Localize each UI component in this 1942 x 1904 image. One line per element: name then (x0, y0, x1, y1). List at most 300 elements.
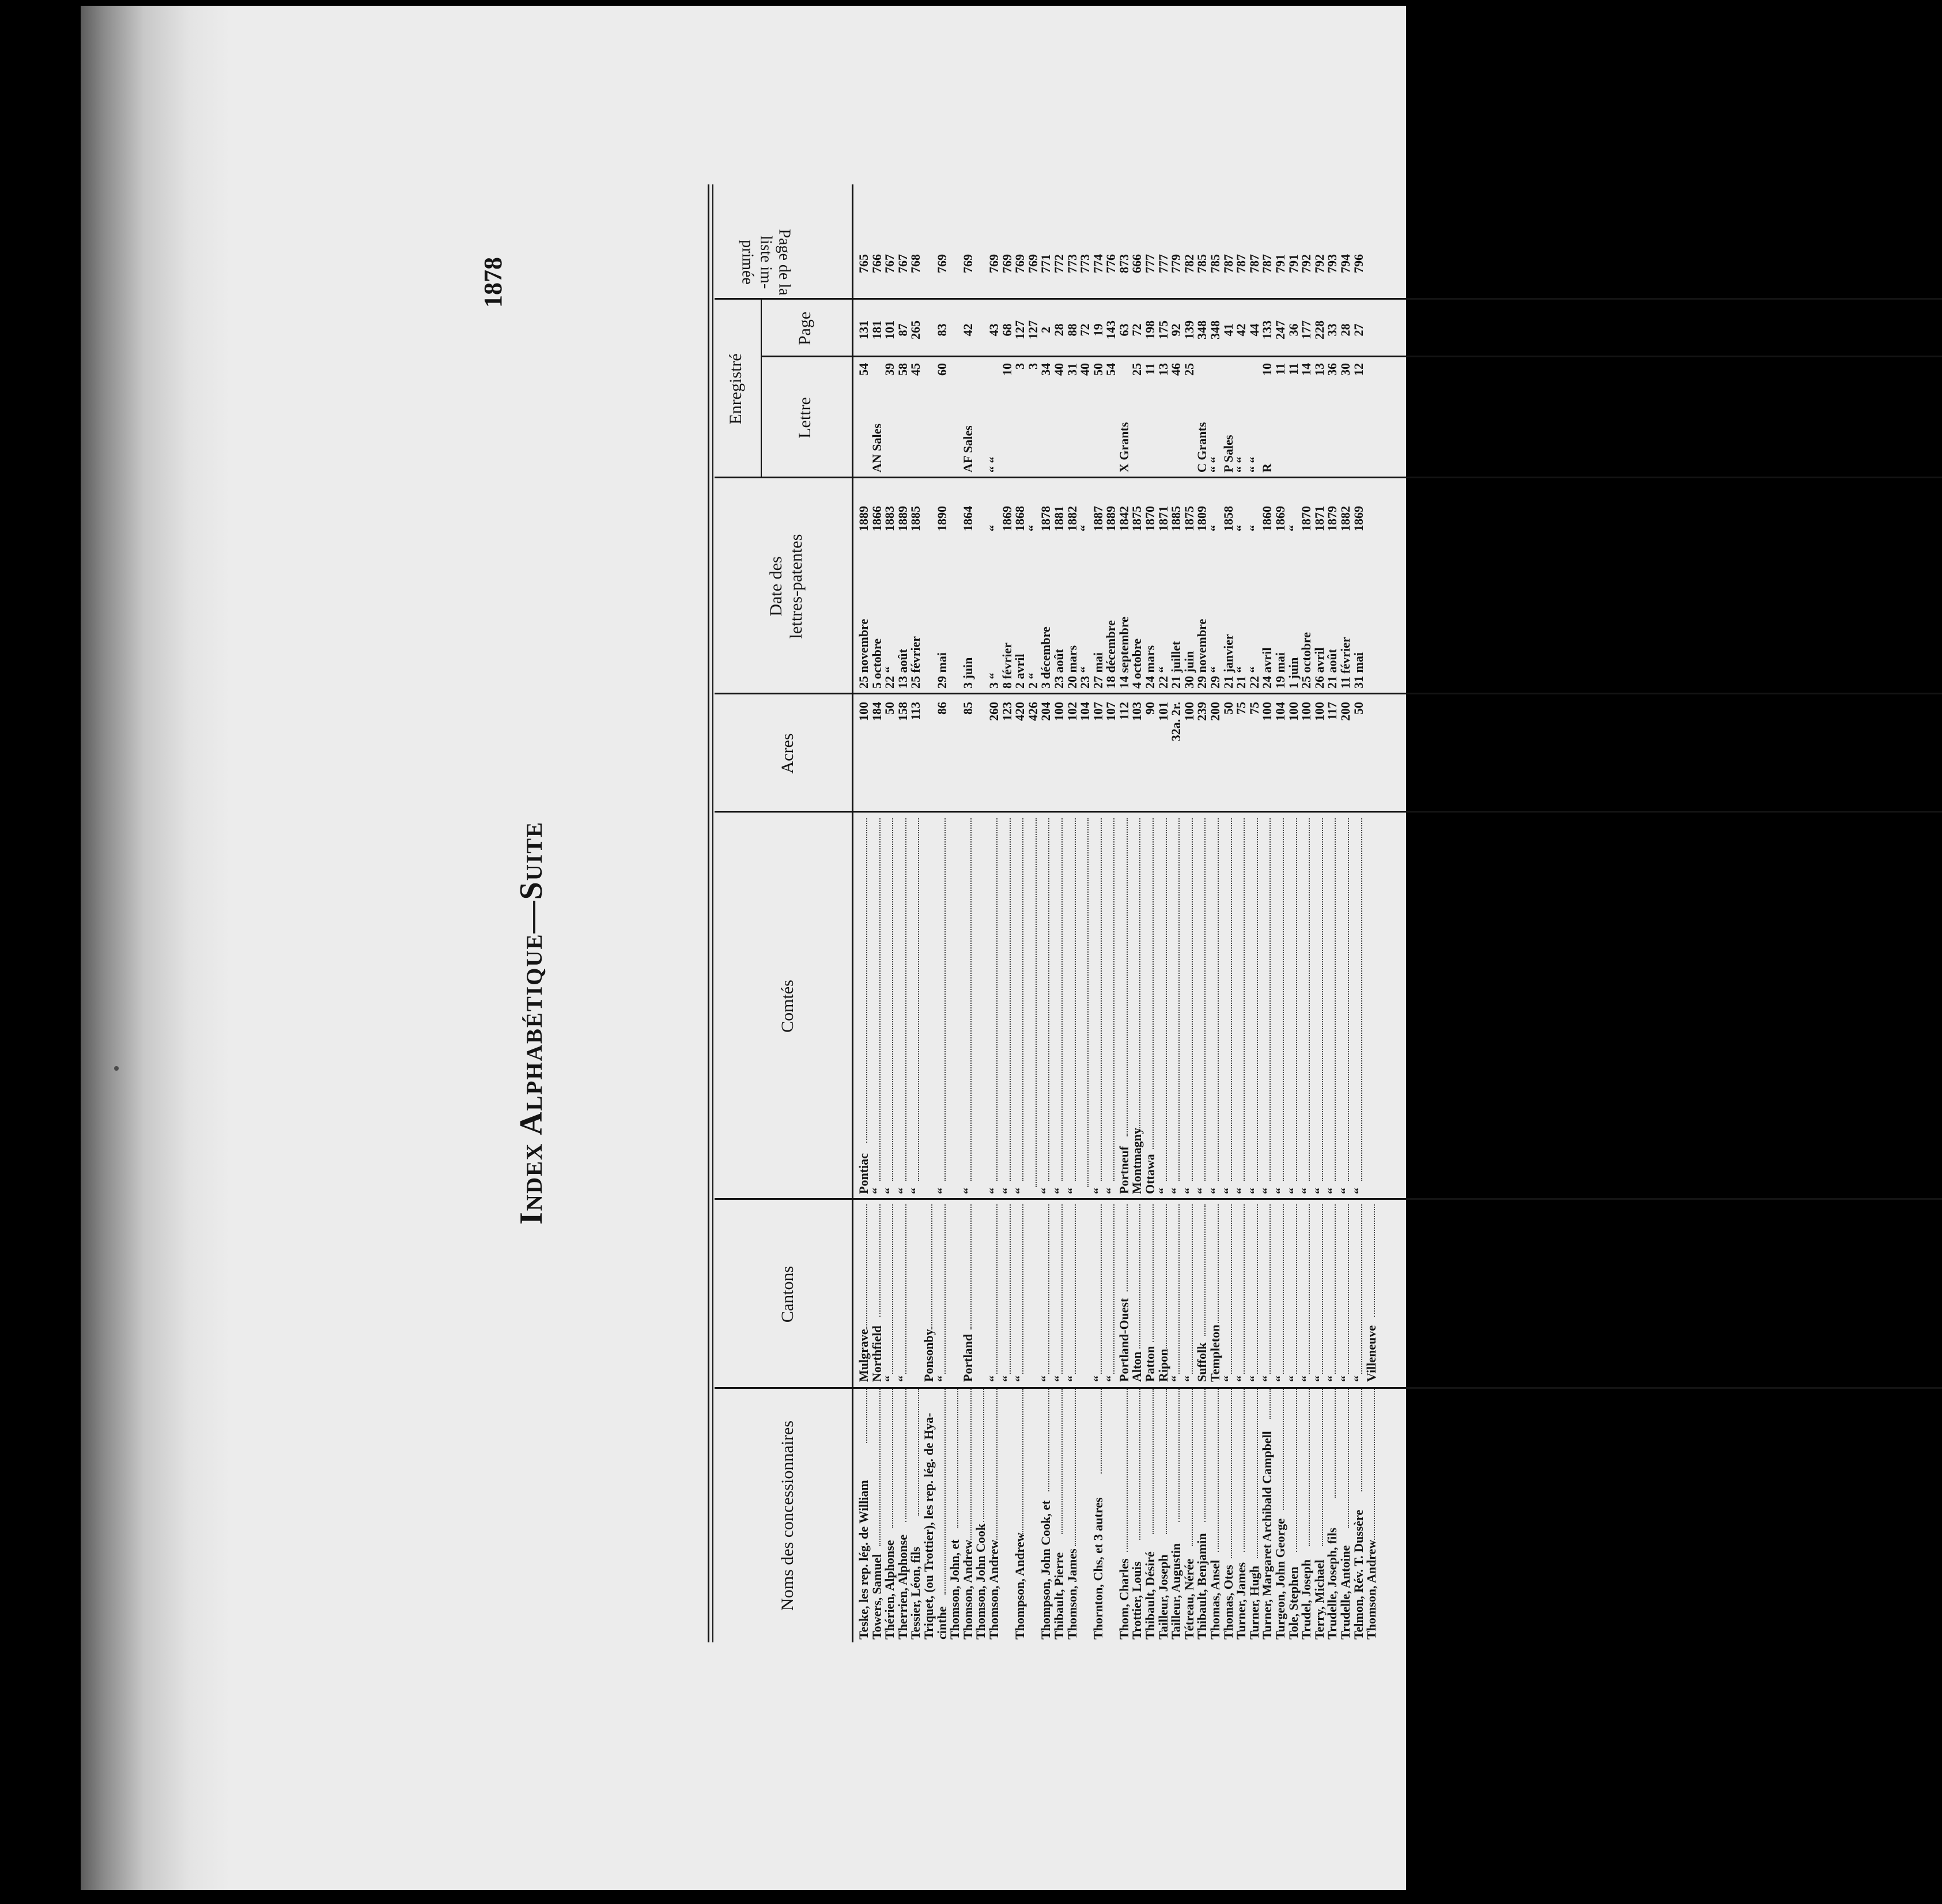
acres-cell: 75 (1246, 702, 1261, 715)
date-cell: 25 novembre (856, 618, 871, 689)
year-cell: 1875 (1129, 506, 1144, 531)
year-cell: 1889 (856, 506, 871, 531)
comte-cell: “ (960, 1188, 975, 1194)
acres-cell: 100 (1181, 702, 1196, 721)
canton-cell: “ (1299, 1376, 1314, 1382)
year-cell: 1875 (1181, 506, 1196, 531)
concessionnaire-name: Teske, les rep. lég. de William (856, 1480, 871, 1639)
date-cell: 21 janvier (1221, 634, 1236, 689)
comte-cell: “ (1325, 1188, 1340, 1194)
registry-page-cell: 177 (1299, 320, 1314, 339)
table-row (988, 190, 1001, 1642)
table-row (1339, 190, 1352, 1642)
registry-number-cell: 12 (1351, 363, 1366, 376)
registry-number-cell: 31 (1064, 363, 1079, 376)
table-row (1105, 190, 1118, 1642)
acres-cell: 50 (1351, 702, 1366, 715)
table-row (1014, 190, 1027, 1642)
acres-cell: 100 (856, 702, 871, 721)
canton-cell: Alton (1129, 1351, 1144, 1382)
registry-page-cell: 127 (1012, 320, 1027, 339)
canton-cell: “ (1012, 1376, 1027, 1382)
concessionnaire-name: Thompson, Andrew (1012, 1532, 1027, 1639)
lettre-cell: C Grants (1195, 422, 1210, 473)
comte-cell: “ (1351, 1188, 1366, 1194)
table-row (1131, 190, 1144, 1642)
canton-cell: “ (1169, 1376, 1184, 1382)
date-cell: 25 février (908, 636, 923, 689)
concessionnaire-name: Thom, Charles (1116, 1558, 1131, 1639)
acres-cell: 100 (1260, 702, 1275, 721)
concessionnaire-name: Triquet, (ou Trottier), les rep. lég. de Hya- (921, 1412, 936, 1639)
scanned-page (81, 6, 1406, 1890)
list-page-cell: 787 (1246, 254, 1261, 273)
registry-page-cell: 87 (895, 323, 910, 337)
acres-cell: 85 (960, 702, 975, 715)
date-cell: 22 “ (1246, 666, 1261, 689)
registry-page-cell: 247 (1273, 320, 1287, 339)
top-double-rule (708, 184, 709, 1642)
table-row (1170, 190, 1183, 1642)
list-page-cell: 768 (908, 254, 923, 273)
year-cell: “ (1025, 525, 1040, 531)
canton-cell: Ponsonby (921, 1329, 936, 1382)
date-cell: 23 “ (1078, 666, 1093, 689)
date-cell: 21 juillet (1169, 641, 1184, 689)
year-cell: 1879 (1325, 506, 1340, 531)
list-page-cell: 791 (1286, 254, 1301, 273)
registry-number-cell: 60 (934, 363, 949, 376)
table-row (1027, 190, 1040, 1642)
registry-page-cell: 88 (1064, 323, 1079, 337)
list-page-cell: 777 (1143, 254, 1158, 273)
acres-cell: 104 (1078, 702, 1093, 721)
registry-number-cell: 25 (1129, 363, 1144, 376)
list-page-cell: 774 (1090, 254, 1105, 273)
registry-page-cell: 181 (869, 320, 884, 339)
table-row (897, 190, 910, 1642)
dot-leader (1118, 818, 1128, 1136)
table-row (1209, 190, 1222, 1642)
comte-cell: “ (934, 1188, 949, 1194)
acres-cell: 75 (1234, 702, 1249, 715)
concessionnaire-name: Turner, James (1234, 1562, 1249, 1639)
list-page-cell: 769 (934, 254, 949, 273)
comte-cell: “ (1181, 1188, 1196, 1194)
date-cell: 21 “ (1234, 666, 1249, 689)
year-cell: 1809 (1195, 506, 1210, 531)
margin-speck (114, 1066, 119, 1071)
comte-cell: “ (908, 1188, 923, 1194)
table-row (1040, 190, 1053, 1642)
concessionnaire-name: Thomas, Ansel (1208, 1559, 1223, 1639)
registry-page-cell: 92 (1169, 323, 1184, 337)
list-page-cell: 873 (1116, 254, 1131, 273)
comte-cell: “ (1038, 1188, 1053, 1194)
registry-page-cell: 139 (1181, 320, 1196, 339)
list-page-cell: 767 (895, 254, 910, 273)
registry-number-cell: 39 (882, 363, 897, 376)
date-cell: 22 “ (882, 666, 897, 689)
table-row (857, 190, 871, 1642)
concessionnaire-name: Tessier, Léon, fils (908, 1547, 923, 1639)
registry-number-cell: 13 (1312, 363, 1327, 376)
date-cell: 8 février (999, 643, 1014, 689)
comte-cell: “ (1208, 1188, 1223, 1194)
canton-cell: “ (1273, 1376, 1287, 1382)
concessionnaire-name: Trudelle, Joseph, fils (1325, 1528, 1340, 1639)
registry-number-cell: 14 (1299, 363, 1314, 376)
concessionnaire-name: Trudelle, Antoine (1338, 1545, 1352, 1639)
year-cell: 1869 (1351, 506, 1366, 531)
registry-page-cell: 133 (1260, 320, 1275, 339)
table-row (1001, 190, 1014, 1642)
table-row (871, 190, 884, 1642)
date-cell: 19 mai (1273, 652, 1287, 689)
year-cell: 1842 (1116, 506, 1131, 531)
comte-cell: “ (1195, 1188, 1210, 1194)
header-enregistre: Enregistré (726, 353, 745, 425)
header-page-liste-line2: liste im- (757, 235, 775, 289)
comte-cell: Montmagny (1129, 1128, 1144, 1194)
list-page-cell: 791 (1273, 254, 1287, 273)
registry-page-cell: 28 (1051, 323, 1066, 337)
header-cantons: Cantons (778, 1265, 797, 1323)
concessionnaire-name: Thibault, Désiré (1143, 1551, 1158, 1639)
list-page-cell: 772 (1051, 254, 1066, 273)
registry-page-cell: 72 (1129, 323, 1144, 337)
acres-cell: 200 (1208, 702, 1223, 721)
enregistre-sub-rule (761, 300, 762, 478)
lettre-cell: AF Sales (960, 425, 975, 473)
registry-number-cell: 3 (1025, 363, 1040, 369)
lettre-cell: “ “ (1234, 456, 1249, 473)
table-row (974, 190, 988, 1642)
year-cell: “ (1246, 525, 1261, 531)
registry-number-cell: 54 (1104, 363, 1119, 376)
registry-page-cell: 27 (1351, 323, 1366, 337)
table-row (1157, 190, 1170, 1642)
year-cell: “ (1078, 525, 1093, 531)
registry-number-cell: 13 (1155, 363, 1170, 376)
concessionnaire-name: Thomson, John, et (947, 1539, 962, 1639)
canton-cell: “ (1325, 1376, 1340, 1382)
canton-cell: “ (1246, 1376, 1261, 1382)
acres-cell: 239 (1195, 702, 1210, 721)
dot-leader (857, 818, 867, 1143)
canton-cell: “ (1221, 1376, 1236, 1382)
year-cell: 1883 (882, 506, 897, 531)
concessionnaire-name: Terry, Michael (1312, 1559, 1327, 1639)
acres-cell: 107 (1104, 702, 1119, 721)
table-row (1365, 190, 1378, 1642)
lettre-cell: “ “ (986, 456, 1001, 473)
acres-cell: 113 (908, 702, 923, 720)
table-row (1326, 190, 1339, 1642)
acres-cell: 50 (882, 702, 897, 715)
date-cell: 24 avril (1260, 647, 1275, 689)
page-title: Index Alphabétique—Suite (513, 821, 549, 1225)
year-cell: 1871 (1312, 506, 1327, 531)
rotated-table-page (479, 202, 1671, 1642)
comte-cell: “ (882, 1188, 897, 1194)
date-cell: 31 mai (1351, 652, 1366, 689)
canton-cell: Northfield (869, 1325, 884, 1382)
table-row (1235, 190, 1248, 1642)
header-page-liste-line3: primée (738, 240, 757, 285)
list-page-cell: 779 (1169, 254, 1184, 273)
comte-cell: “ (1286, 1188, 1301, 1194)
dot-leader (1131, 818, 1140, 1130)
table-body (857, 190, 1378, 1642)
table-row (962, 190, 975, 1642)
registry-number-cell: 11 (1143, 363, 1158, 375)
comte-cell: “ (1273, 1188, 1287, 1194)
concessionnaire-name: Thomas, Otes (1221, 1565, 1236, 1639)
canton-cell: Villeneuve (1364, 1325, 1379, 1382)
lettre-cell: P Sales (1221, 435, 1236, 473)
registry-number-cell: 40 (1078, 363, 1093, 376)
acres-cell: 104 (1273, 702, 1287, 721)
list-page-cell: 777 (1155, 254, 1170, 273)
canton-cell: Portland (960, 1333, 975, 1382)
concessionnaire-name: Towers, Samuel (869, 1554, 884, 1639)
list-page-cell: 769 (1025, 254, 1040, 273)
canton-cell: “ (1051, 1376, 1066, 1382)
list-page-cell: 776 (1104, 254, 1119, 273)
acres-cell: 100 (1286, 702, 1301, 721)
date-cell: 3 juin (960, 657, 975, 689)
year-cell: 1870 (1143, 506, 1158, 531)
date-cell: 29 “ (1208, 666, 1223, 689)
comte-cell: “ (1090, 1188, 1105, 1194)
registry-number-cell: 34 (1038, 363, 1053, 376)
list-page-cell: 787 (1260, 254, 1275, 273)
concessionnaire-name: Tole, Stephen (1286, 1566, 1301, 1639)
year-cell: “ (1208, 525, 1223, 531)
canton-cell: Ripon (1155, 1348, 1170, 1382)
table-row (1352, 190, 1366, 1642)
list-page-cell: 782 (1181, 254, 1196, 273)
concessionnaire-name: Thomson, John Cook (973, 1523, 988, 1639)
table-row (1261, 190, 1274, 1642)
year-cell: “ (986, 525, 1001, 531)
table-row (1053, 190, 1066, 1642)
date-cell: 20 mars (1064, 645, 1079, 689)
comte-cell: “ (1260, 1188, 1275, 1194)
concessionnaire-name: Thibault, Benjamin (1195, 1533, 1210, 1639)
year-cell: 1869 (999, 506, 1014, 531)
lettre-cell: X Grants (1116, 422, 1131, 473)
table-row (1144, 190, 1157, 1642)
header-noms: Noms des concessionnaires (778, 1421, 797, 1611)
registry-number-cell: 45 (908, 363, 923, 376)
table-row (923, 190, 936, 1642)
concessionnaire-name: Trudel, Joseph (1299, 1559, 1314, 1639)
acres-cell: 32a. 2r. (1169, 702, 1184, 742)
list-page-cell: 771 (1038, 254, 1053, 273)
concessionnaire-name: Therrien, Alphonse (895, 1534, 910, 1639)
dot-leader (1118, 1204, 1128, 1291)
canton-cell: “ (1260, 1376, 1275, 1382)
lettre-cell: AN Sales (869, 424, 884, 473)
registry-page-cell: 68 (999, 323, 1014, 337)
year-cell: 1866 (869, 506, 884, 531)
registry-page-cell: 265 (908, 320, 923, 339)
canton-cell: “ (1038, 1376, 1053, 1382)
date-cell: 30 juin (1181, 651, 1196, 689)
date-cell: 29 novembre (1195, 618, 1210, 689)
acres-cell: 107 (1090, 702, 1105, 721)
acres-cell: 100 (1051, 702, 1066, 721)
list-page-cell: 793 (1325, 254, 1340, 273)
registry-number-cell: 54 (856, 363, 871, 376)
canton-cell: Templeton (1208, 1324, 1223, 1382)
table-row (1196, 190, 1209, 1642)
comte-cell: “ (1246, 1188, 1261, 1194)
registry-number-cell: 3 (1012, 363, 1027, 369)
concessionnaire-name: Turner, Hugh (1246, 1566, 1261, 1639)
year-cell: 1870 (1299, 506, 1314, 531)
registry-number-cell: 46 (1169, 363, 1184, 376)
canton-cell: “ (895, 1376, 910, 1382)
canton-cell: “ (1338, 1376, 1352, 1382)
table-row (1092, 190, 1105, 1642)
acres-cell: 117 (1325, 702, 1340, 720)
date-cell: 14 septembre (1116, 617, 1131, 689)
comte-cell: Ottawa (1143, 1154, 1158, 1194)
canton-cell: Portland-Ouest (1116, 1298, 1131, 1382)
list-page-cell: 769 (999, 254, 1014, 273)
concessionnaire-name: Thompson, John Cook, et (1038, 1500, 1053, 1639)
canton-cell: “ (999, 1376, 1014, 1382)
concessionnaire-name: Thérien, Alphonse (882, 1540, 897, 1639)
concessionnaire-name: Turgeon, John George (1273, 1518, 1287, 1639)
canton-cell: “ (1234, 1376, 1249, 1382)
list-page-cell: 773 (1078, 254, 1093, 273)
registry-page-cell: 72 (1078, 323, 1093, 337)
comte-cell: Pontiac (856, 1153, 871, 1194)
list-page-cell: 787 (1221, 254, 1236, 273)
acres-cell: 50 (1221, 702, 1236, 715)
acres-cell: 420 (1012, 702, 1027, 721)
concessionnaire-name: Trottier, Louis (1129, 1561, 1144, 1639)
registry-number-cell: 11 (1273, 363, 1287, 375)
acres-cell: 200 (1338, 702, 1352, 721)
comte-cell: “ (1104, 1188, 1119, 1194)
canton-cell: “ (986, 1376, 1001, 1382)
registry-page-cell: 198 (1143, 320, 1158, 339)
registry-page-cell: 43 (986, 323, 1001, 337)
list-page-cell: 773 (1064, 254, 1079, 273)
registry-number-cell: 58 (895, 363, 910, 376)
concessionnaire-name: Tailleur, Joseph (1155, 1554, 1170, 1639)
concessionnaire-name: Thornton, Chs, et 3 autres (1090, 1497, 1105, 1639)
registry-page-cell: 348 (1208, 320, 1223, 339)
concessionnaire-name: Telmon, Rév. T. Dussère (1351, 1509, 1366, 1639)
table-row (949, 190, 962, 1642)
comte-cell: “ (999, 1188, 1014, 1194)
concessionnaire-name: Thomson, Andrew (1364, 1539, 1379, 1639)
canton-cell: “ (1351, 1376, 1366, 1382)
year-cell: 1881 (1051, 506, 1066, 531)
list-page-cell: 792 (1299, 254, 1314, 273)
lettre-cell: R (1260, 463, 1275, 473)
date-cell: 25 octobre (1299, 632, 1314, 689)
lettre-cell: “ “ (1208, 456, 1223, 473)
list-page-cell: 785 (1208, 254, 1223, 273)
acres-cell: 100 (1299, 702, 1314, 721)
year-cell: 1885 (1169, 506, 1184, 531)
registry-number-cell: 30 (1338, 363, 1352, 376)
list-page-cell: 769 (960, 254, 975, 273)
comte-cell: “ (1155, 1188, 1170, 1194)
acres-cell: 184 (869, 702, 884, 721)
acres-cell: 100 (1312, 702, 1327, 721)
table-row (1274, 190, 1287, 1642)
year-cell: 1858 (1221, 506, 1236, 531)
year-cell: 1882 (1338, 506, 1352, 531)
acres-cell: 260 (986, 702, 1001, 721)
year-cell: 1885 (908, 506, 923, 531)
comte-cell: “ (895, 1188, 910, 1194)
registry-page-cell: 83 (934, 323, 949, 337)
registry-page-cell: 28 (1338, 323, 1352, 337)
list-page-cell: 666 (1129, 254, 1144, 273)
registry-page-cell: 42 (1234, 323, 1249, 337)
registry-page-cell: 63 (1116, 323, 1131, 337)
canton-cell: Suffolk (1195, 1342, 1210, 1382)
header-comtes: Comtés (778, 980, 797, 1033)
canton-cell: “ (1286, 1376, 1301, 1382)
year-cell: “ (1234, 525, 1249, 531)
year-cell: 1882 (1064, 506, 1079, 531)
list-page-cell: 769 (1012, 254, 1027, 273)
registry-page-cell: 33 (1325, 323, 1340, 337)
date-cell: 3 “ (986, 673, 1001, 689)
date-cell: 29 mai (934, 652, 949, 689)
canton-cell: “ (882, 1376, 897, 1382)
concessionnaire-name: Thomson, Andrew (960, 1539, 975, 1639)
registry-page-cell: 41 (1221, 323, 1236, 337)
table-row (936, 190, 949, 1642)
registry-number-cell: 25 (1181, 363, 1196, 376)
comte-cell: “ (1012, 1188, 1027, 1194)
registry-page-cell: 127 (1025, 320, 1040, 339)
date-cell: 23 août (1051, 648, 1066, 689)
canton-cell: Patton (1143, 1346, 1158, 1382)
date-cell: 5 octobre (869, 639, 884, 689)
comte-cell: “ (1221, 1188, 1236, 1194)
comte-cell: “ (1312, 1188, 1327, 1194)
registry-page-cell: 228 (1312, 320, 1327, 339)
year-cell: 1869 (1273, 506, 1287, 531)
concessionnaire-name: Turner, Margaret Archibald Campbell (1260, 1431, 1275, 1639)
acres-cell: 90 (1143, 702, 1158, 715)
registry-page-cell: 143 (1104, 320, 1119, 339)
date-cell: 11 février (1338, 637, 1352, 689)
dot-leader (1079, 818, 1089, 1187)
table-row (1066, 190, 1079, 1642)
year-cell: “ (1286, 525, 1301, 531)
canton-cell: Mulgrave (856, 1329, 871, 1382)
comte-cell: Portneuf (1116, 1146, 1131, 1194)
registry-number-cell: 11 (1286, 363, 1301, 375)
comte-cell: “ (1051, 1188, 1066, 1194)
table-row (1313, 190, 1327, 1642)
canton-cell: “ (1090, 1376, 1105, 1382)
table-row (1248, 190, 1261, 1642)
